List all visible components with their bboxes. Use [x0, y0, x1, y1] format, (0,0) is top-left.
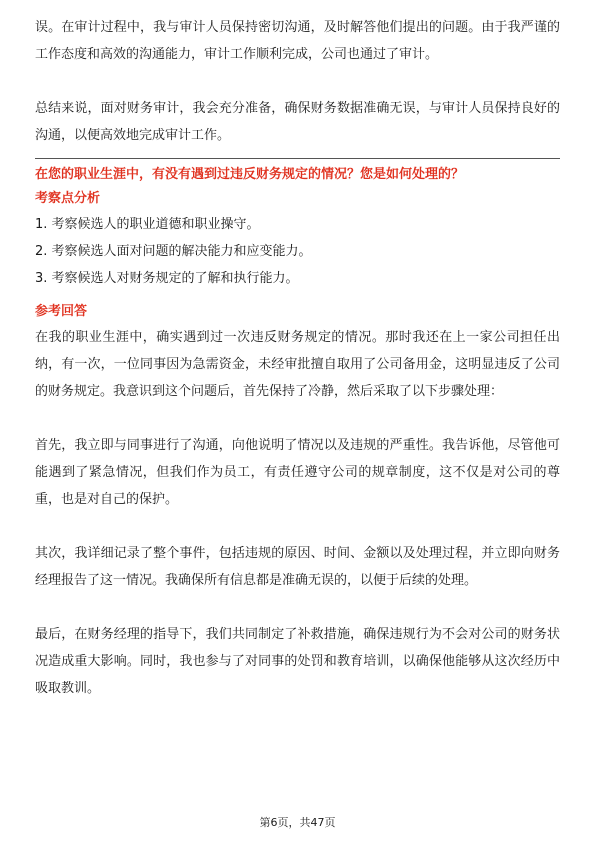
answer-paragraph: 首先，我立即与同事进行了沟通，向他说明了情况以及违规的严重性。我告诉他，尽管他可能遇到了紧急情况，但我们作为员工，有责任遵守公司的规章制度，这不仅是对公司的尊重，也是对自己的保护。: [35, 438, 560, 507]
answer-paragraph: 其次，我详细记录了整个事件，包括违规的原因、时间、金额以及处理过程，并立即向财务经理报告了这一情况。我确保所有信息都是准确无误的，以便于后续的处理。: [35, 546, 560, 588]
page-number: 第6页，共47页: [259, 816, 336, 829]
analysis-item: 3. 考察候选人对财务规定的了解和执行能力。: [35, 271, 299, 286]
analysis-list: [35, 211, 560, 292]
analysis-item: 1. 考察候选人的职业道德和职业操守。: [35, 217, 260, 232]
analysis-item: 2. 考察候选人面对问题的解决能力和应变能力。: [35, 244, 312, 259]
answer-paragraph: 在我的职业生涯中，确实遇到过一次违反财务规定的情况。那时我还在上一家公司担任出纳，有一次，一位同事因为急需资金，未经审批擅自取用了公司备用金，这明显违反了公司的财务规定。我意识到这个问题后，首先保持了冷静，然后采取了以下步骤处理：: [35, 330, 560, 399]
answer-heading: 参考回答: [35, 304, 88, 319]
continuation-paragraph: 误。在审计过程中，我与审计人员保持密切沟通，及时解答他们提出的问题。由于我严谨的工作态度和高效的沟通能力，审计工作顺利完成，公司也通过了审计。: [35, 20, 560, 62]
answer-paragraph: 最后，在财务经理的指导下，我们共同制定了补救措施，确保违规行为不会对公司的财务状况造成重大影响。同时，我也参与了对同事的处罚和教育培训，以确保他能够从这次经历中吸取教训。: [35, 627, 560, 696]
document-page: [35, 14, 560, 702]
interview-question: 在您的职业生涯中，有没有遇到过违反财务规定的情况？您是如何处理的？: [35, 167, 465, 182]
section-divider: [35, 158, 560, 159]
analysis-heading: 考察点分析: [35, 191, 101, 206]
summary-paragraph: 总结来说，面对财务审计，我会充分准备，确保财务数据准确无误，与审计人员保持良好的沟通，以便高效地完成审计工作。: [35, 101, 560, 143]
